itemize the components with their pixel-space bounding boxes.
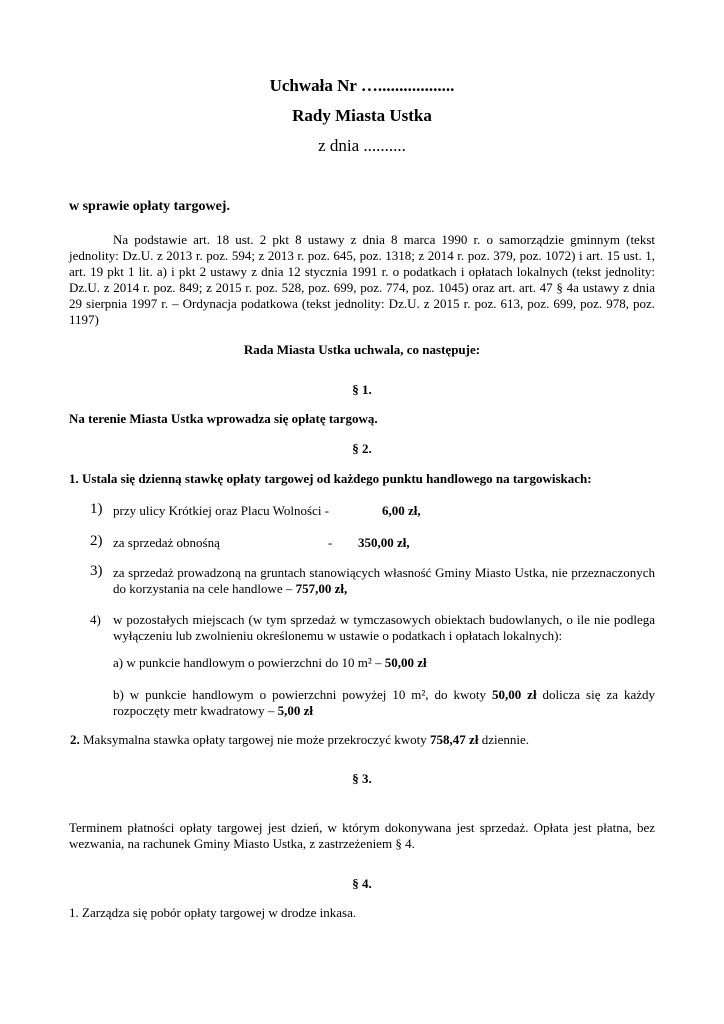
section-1-text: Na terenie Miasta Ustka wprowadza się opłatę targową. [69,411,378,426]
item-number: 4) [90,612,101,627]
list-item [0,501,724,521]
section-4-text: 1. Zarządza się pobór opłaty targowej w drodze inkasa. [69,905,357,920]
list-item [0,533,724,553]
sub-item-b-text-2: dolicza się za każdy rozpoczęty metr kwadratowy – [113,687,655,718]
sub-item-b [113,687,655,719]
list-item [0,563,724,603]
point-text: Maksymalna stawka opłaty targowej nie może przekroczyć kwoty [83,732,427,747]
item-number: 2) [90,533,103,549]
item-text [113,565,655,597]
section-3-heading: § 3. [352,771,372,786]
resolution-date: z dnia .......... [318,136,406,155]
sub-item-b-amount-2: 5,00 zł [277,703,313,718]
item-amount: 6,00 zł, [382,503,421,518]
item-text: przy ulicy Krótkiej oraz Placu Wolności - [113,503,330,518]
list-item [0,610,724,650]
point-suffix: dziennie. [481,732,529,747]
resolution-subject: w sprawie opłaty targowej. [69,199,230,214]
point-number: 2. [70,732,80,747]
point-amount: 758,47 zł [430,732,479,747]
sub-item-b-amount-1: 50,00 zł [491,687,537,702]
sub-item-a-amount: 50,00 zł [384,655,427,670]
section-3-text: Terminem płatności opłaty targowej jest dzień, w którym dokonywana jest sprzedaż. Opłata jest płatna, bez wezwania, na rachunek Gminy Miasto Ustka, z zastrzeżeniem § 4. [69,820,655,851]
sub-item-a-text: a) w punkcie handlowym o powierzchni do 10 m² – [113,655,382,670]
section-2-point-1: 1. Ustala się dzienną stawkę opłaty targowej od każdego punktu handlowego na targowiskach: [69,471,592,486]
item-amount: 757,00 zł, [295,581,348,596]
section-2-point-2 [70,732,529,748]
sub-item-a [113,655,427,671]
sub-item-b-text-1: b) w punkcie handlowym o powierzchni powyżej 10 m², do kwoty [113,687,486,702]
item-text: w pozostałych miejscach (w tym sprzedaż w tymczasowych obiektach budowlanych, o ile nie podlega wyłączeniu lub zwolnieniu określonemu w ustawie o podatkach i opłatach lokalnych): [113,612,655,643]
legal-basis-paragraph: Na podstawie art. 18 ust. 2 pkt 8 ustawy z dnia 8 marca 1990 r. o samorządzie gminnym (tekst jednolity: Dz.U. z 2013 r. poz. 594; z 2013 r. poz. 645, poz. 1318; z 2014 r. poz. 379, poz. 1072) i art. 15 ust. 1, art. 19 pkt 1 lit. a) i pkt 2 ustawy z dnia 12 stycznia 1991 r. o podatkach i opłatach lokalnych (tekst jednolity: Dz.U. z 2014 r. poz. 849; z 2015 r. poz. 528, poz. 699, poz. 774, poz. 1045) oraz art. art. 47 § 4a ustawy z dnia 29 sierpnia 1997 r. – Ordynacja podatkowa (tekst jednolity: Dz.U. z 2015 r. poz. 613, poz. 699, poz. 978, poz. 1197) [69,232,655,327]
item-number: 1) [90,501,103,517]
resolution-number: Uchwała Nr ….................. [269,76,455,95]
item-dash: - [328,535,333,550]
section-4-heading: § 4. [352,876,372,891]
resolution-intro: Rada Miasta Ustka uchwala, co następuje: [243,342,481,357]
item-text: za sprzedaż obnośną [113,535,220,550]
item-number: 3) [90,563,103,579]
item-amount: 350,00 zł, [358,535,410,550]
section-1-heading: § 1. [352,382,372,397]
section-2-heading: § 2. [352,441,372,456]
council-name: Rady Miasta Ustka [292,106,432,125]
item-text-content: za sprzedaż prowadzoną na gruntach stanowiących własność Gminy Miasto Ustka, nie przeznaczonych do korzystania na cele handlowe – [113,565,655,596]
